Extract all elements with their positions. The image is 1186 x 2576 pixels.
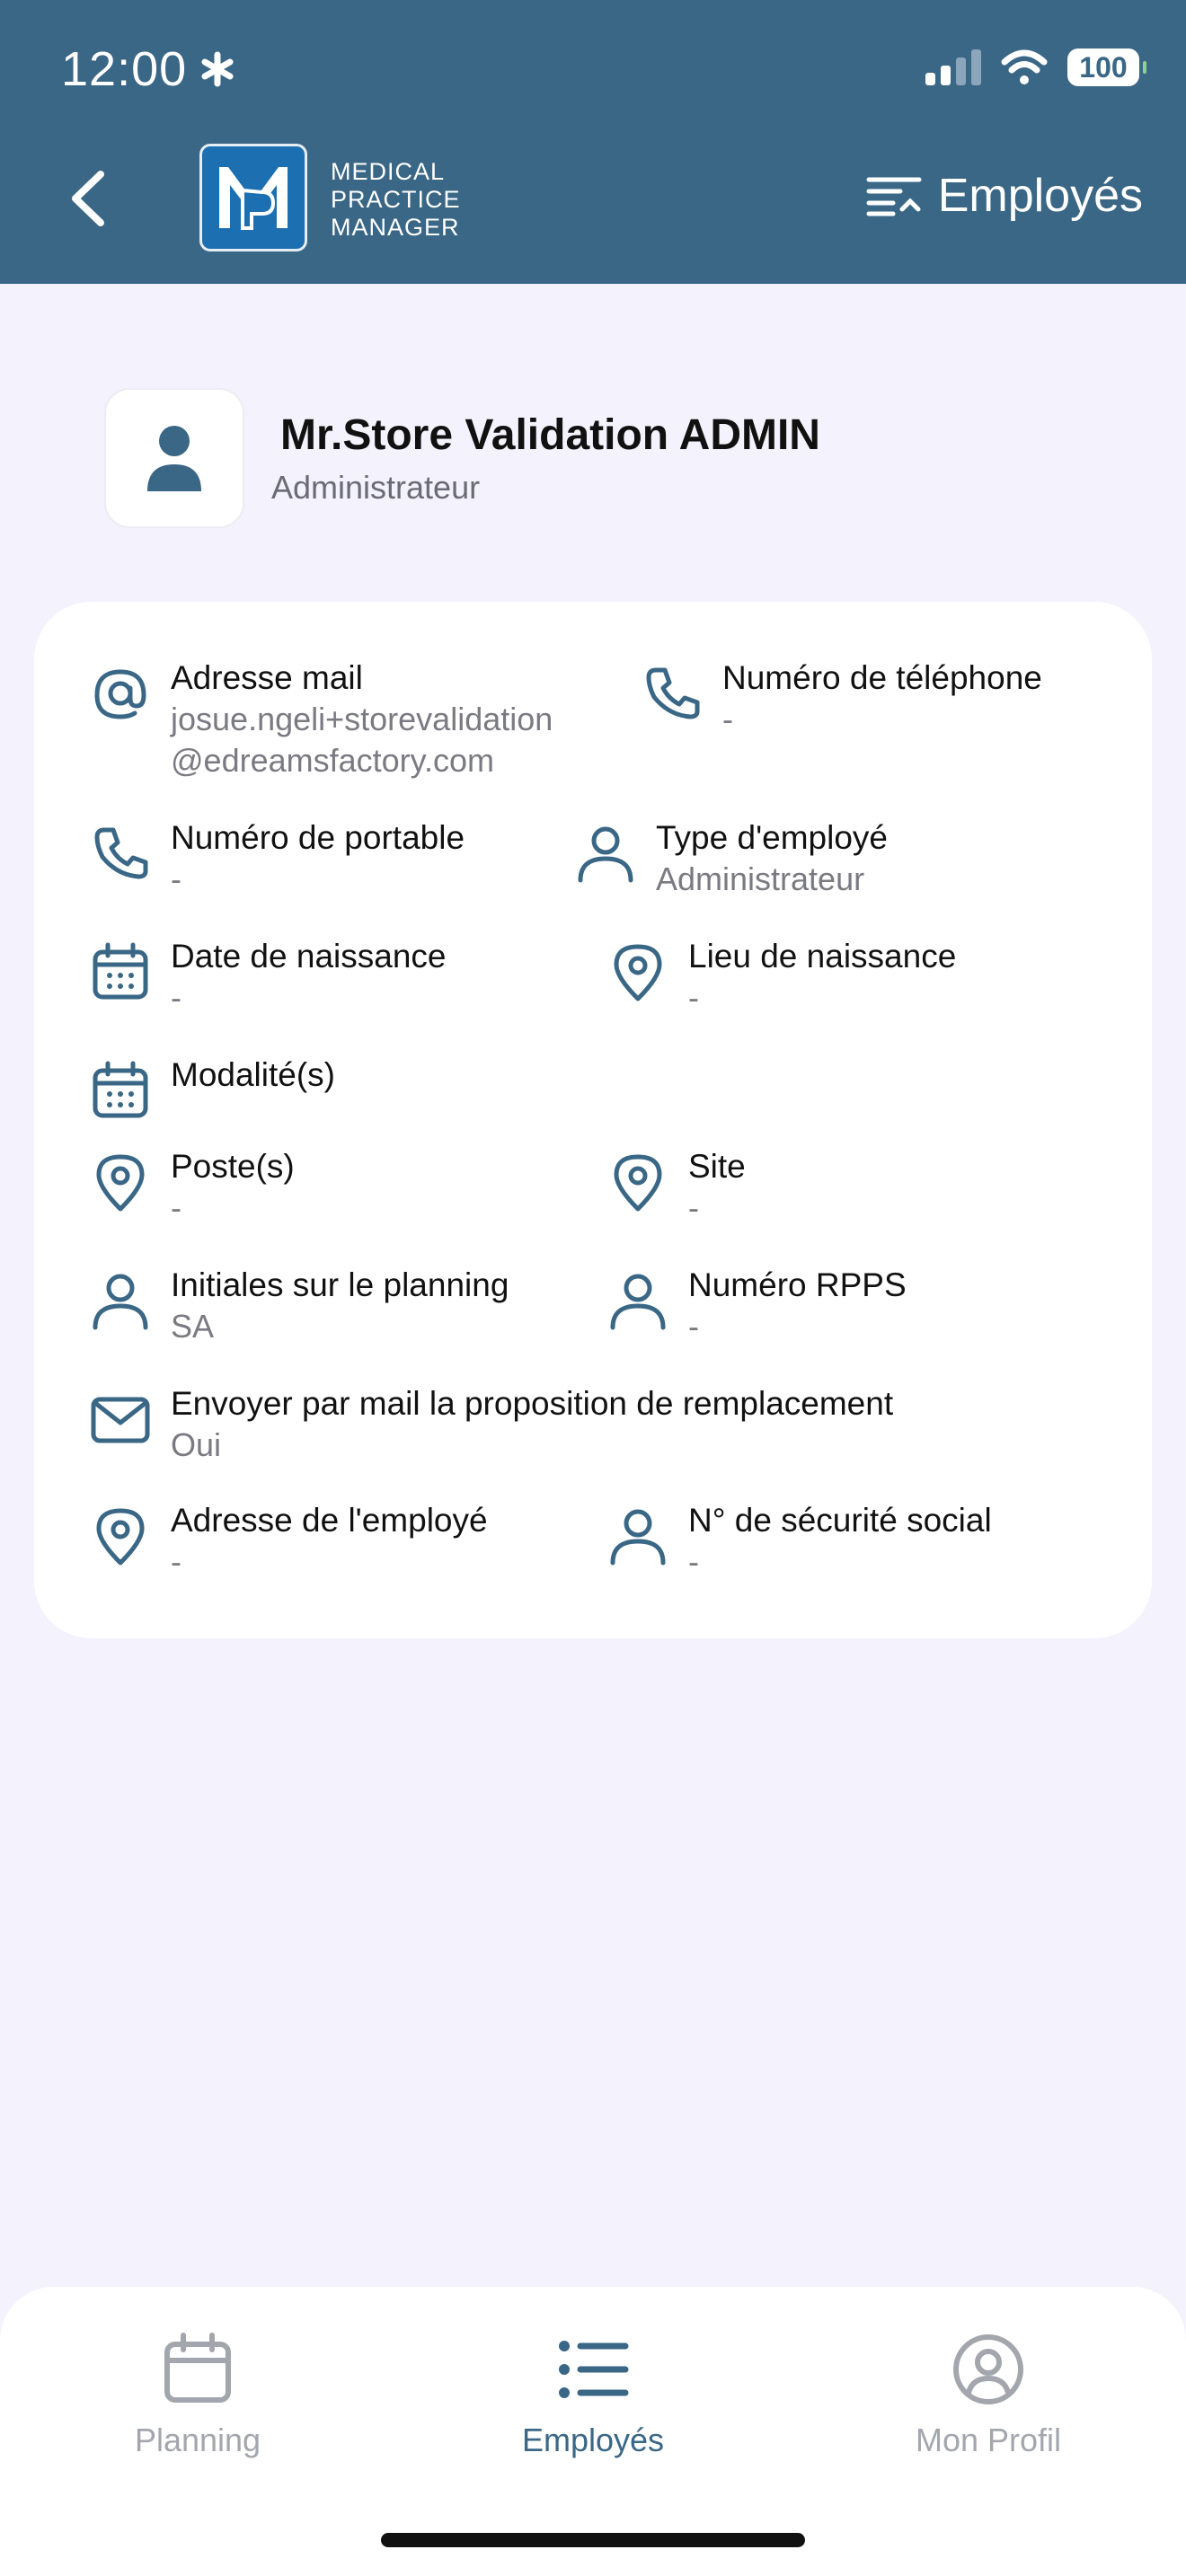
field-rpps (606, 1265, 907, 1347)
location-pin-icon (88, 1504, 153, 1568)
field-email (88, 657, 553, 781)
logo-line-2: PRACTICE (331, 186, 461, 213)
filter-list-icon (866, 175, 922, 216)
field-phone (640, 657, 1042, 740)
field-initials-value: SA (171, 1308, 215, 1345)
home-indicator (381, 2533, 805, 2547)
field-site-label: Site (688, 1148, 746, 1185)
logo-line-1: MEDICAL (331, 158, 446, 185)
field-phone-value: - (722, 701, 733, 737)
field-employee-type-value: Administrateur (656, 860, 865, 897)
field-mobile-label: Numéro de portable (171, 819, 465, 856)
field-send-mail-label: Envoyer par mail la proposition de remplacement (171, 1385, 894, 1422)
phone-icon (88, 821, 153, 886)
mail-icon (88, 1387, 153, 1451)
employees-filter-button[interactable] (866, 169, 1143, 223)
field-birth-date-label: Date de naissance (171, 938, 447, 975)
location-pin-icon (88, 1150, 153, 1214)
logo-mark-icon (210, 154, 296, 241)
battery-indicator (1067, 49, 1139, 86)
field-birth-date-value: - (171, 979, 181, 1016)
field-positions-value: - (171, 1189, 181, 1226)
profile-role: Administrateur (271, 468, 481, 506)
profile-summary (104, 388, 820, 528)
wifi-icon (1001, 49, 1048, 85)
field-address (88, 1500, 488, 1583)
chevron-left-icon (65, 167, 119, 230)
field-birth-place-label: Lieu de naissance (688, 938, 957, 975)
field-employee-type (573, 817, 888, 900)
field-initials (88, 1265, 509, 1347)
avatar (104, 388, 244, 528)
tab-employes-label: Employés (521, 2422, 665, 2458)
tab-mon-profil[interactable] (854, 2332, 1123, 2459)
battery-level: 100 (1079, 50, 1128, 84)
user-outline-icon (88, 1268, 153, 1333)
location-pin-icon (606, 1150, 670, 1214)
user-circle-icon (951, 2332, 1026, 2407)
field-address-label: Adresse de l'employé (171, 1502, 488, 1539)
phone-icon (640, 661, 704, 726)
field-social-security-value: - (688, 1543, 699, 1580)
user-outline-icon (606, 1268, 670, 1333)
field-site (606, 1146, 746, 1229)
field-social-security-label: N° de sécurité social (688, 1502, 992, 1539)
signal-icon (925, 49, 981, 85)
employee-details-card (34, 602, 1152, 1638)
calendar-icon (88, 1058, 153, 1123)
field-send-mail-value: Oui (171, 1426, 222, 1463)
field-mobile (88, 817, 465, 900)
field-phone-label: Numéro de téléphone (722, 659, 1042, 696)
field-modalities-label: Modalité(s) (171, 1056, 335, 1093)
location-pin-icon (606, 940, 670, 1004)
field-birth-place-value: - (688, 979, 699, 1016)
user-outline-icon (573, 821, 638, 886)
header-action-label: Employés (937, 170, 1143, 222)
user-outline-icon (606, 1504, 670, 1568)
field-rpps-value: - (688, 1308, 699, 1345)
logo-line-3: MANAGER (331, 214, 460, 241)
field-positions-label: Poste(s) (171, 1148, 295, 1185)
field-employee-type-label: Type d'employé (656, 819, 888, 856)
tab-mon-profil-label: Mon Profil (915, 2422, 1062, 2458)
status-time (61, 41, 235, 97)
field-modalities (88, 1054, 335, 1123)
profile-name: Mr.Store Validation ADMIN (280, 410, 820, 459)
app-header (0, 0, 1186, 284)
tab-planning[interactable] (63, 2332, 332, 2459)
at-icon (88, 661, 153, 726)
tab-employes[interactable] (458, 2332, 728, 2459)
logo-wordmark (331, 158, 461, 242)
app-logo (199, 144, 307, 251)
calendar-icon (160, 2332, 235, 2407)
field-initials-label: Initiales sur le planning (171, 1266, 509, 1303)
field-email-label: Adresse mail (171, 659, 363, 696)
field-positions (88, 1146, 295, 1229)
list-icon (555, 2332, 631, 2407)
back-button[interactable] (65, 167, 119, 230)
field-birth-place (606, 936, 956, 1019)
field-social-security (606, 1500, 992, 1583)
calendar-icon (88, 940, 153, 1004)
asterisk-icon (199, 51, 235, 87)
field-address-value: - (171, 1543, 181, 1580)
field-mobile-value: - (171, 860, 181, 897)
field-email-value-line2: @edreamsfactory.com (171, 742, 494, 779)
status-time-text: 12:00 (61, 42, 188, 96)
field-rpps-label: Numéro RPPS (688, 1266, 907, 1303)
field-send-mail (88, 1383, 893, 1466)
field-birth-date (88, 936, 446, 1019)
status-indicators (925, 49, 1139, 86)
tab-planning-label: Planning (134, 2422, 261, 2458)
user-icon (146, 425, 203, 491)
field-site-value: - (688, 1189, 699, 1226)
field-email-value-line1: josue.ngeli+storevalidation (171, 701, 553, 737)
